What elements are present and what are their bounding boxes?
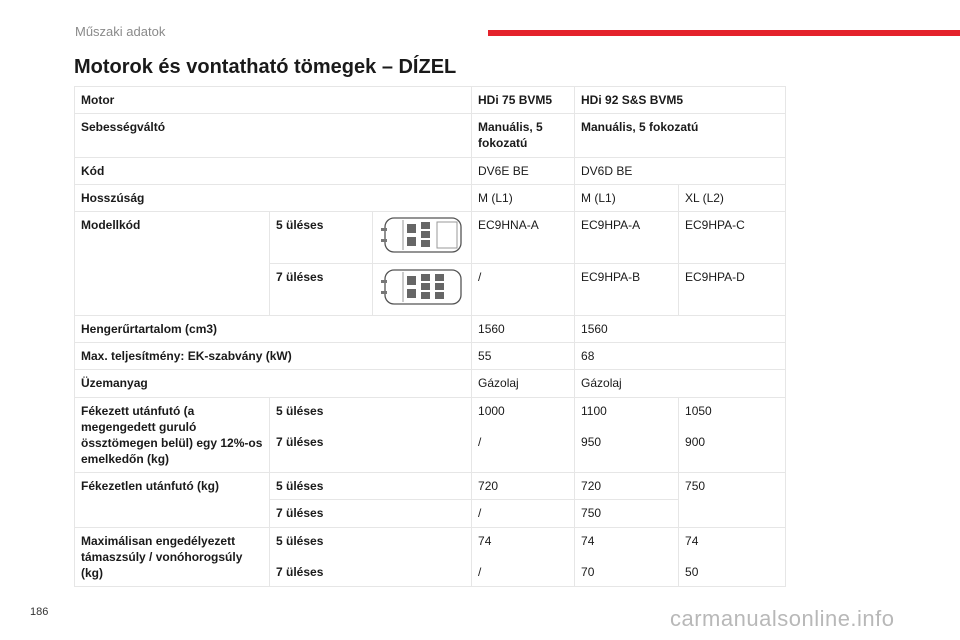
table-cell: EC9HPA-A [575, 211, 679, 263]
watermark: carmanualsonline.info [670, 606, 895, 631]
row-label: Maximálisan engedélyezett támaszsúly / vonóhorogsúly (kg) [75, 527, 270, 587]
table-cell: 70 [575, 559, 679, 587]
row-label: Motor [75, 87, 472, 114]
table-cell: / [472, 263, 575, 315]
table-row [75, 397, 786, 429]
table-cell: 1100 [575, 397, 679, 429]
table-row [75, 114, 786, 157]
table-cell: HDi 75 BVM5 [472, 87, 575, 114]
section-label: Műszaki adatok [75, 24, 166, 39]
seat-label: 5 üléses [270, 211, 373, 263]
table-row [75, 343, 786, 370]
row-label: Üzemanyag [75, 370, 472, 397]
van-7-seat-icon [373, 263, 472, 315]
table-row [75, 157, 786, 184]
row-label: Modellkód [75, 211, 270, 315]
table-cell: Manuális, 5 fokozatú [575, 114, 786, 157]
table-row [75, 473, 786, 500]
table-cell: 1000 [472, 397, 575, 429]
table-cell: 720 [472, 473, 575, 500]
table-cell: / [472, 429, 575, 473]
seat-label: 7 üléses [270, 559, 472, 587]
table-cell: 1560 [575, 315, 786, 342]
table-cell: Gázolaj [575, 370, 786, 397]
table-cell: Manuális, 5 fokozatú [472, 114, 575, 157]
seat-label: 5 üléses [270, 473, 472, 500]
table-cell: 1050 [679, 397, 786, 429]
table-cell: M (L1) [575, 184, 679, 211]
table-row [75, 184, 786, 211]
table-cell: 1560 [472, 315, 575, 342]
section-accent-bar [488, 30, 960, 36]
table-cell: 74 [679, 527, 786, 559]
row-label: Hengerűrtartalom (cm3) [75, 315, 472, 342]
van-5-seat-icon [373, 211, 472, 263]
table-row [75, 527, 786, 559]
seat-label: 7 üléses [270, 429, 472, 473]
table-cell: EC9HPA-C [679, 211, 786, 263]
table-cell: 950 [575, 429, 679, 473]
row-label: Fékezett utánfutó (a megengedett guruló össztömegen belül) egy 12%-os emelkedőn (kg) [75, 397, 270, 473]
table-cell: DV6D BE [575, 157, 786, 184]
seat-label: 5 üléses [270, 397, 472, 429]
row-label: Sebességváltó [75, 114, 472, 157]
table-cell: DV6E BE [472, 157, 575, 184]
seat-label: 7 üléses [270, 500, 472, 527]
seat-label: 5 üléses [270, 527, 472, 559]
table-cell: EC9HPA-B [575, 263, 679, 315]
table-cell: HDi 92 S&S BVM5 [575, 87, 786, 114]
table-cell: 74 [575, 527, 679, 559]
table-cell: / [472, 559, 575, 587]
table-cell: 720 [575, 473, 679, 500]
table-cell: EC9HPA-D [679, 263, 786, 315]
table-cell: XL (L2) [679, 184, 786, 211]
page-number: 186 [30, 606, 49, 618]
row-label: Max. teljesítmény: EK-szabvány (kW) [75, 343, 472, 370]
spec-table [74, 86, 786, 587]
table-row [75, 315, 786, 342]
table-cell: 68 [575, 343, 786, 370]
table-row [75, 87, 786, 114]
van-5-seat-icon [377, 214, 469, 256]
table-cell: 900 [679, 429, 786, 473]
van-7-seat-icon [377, 266, 469, 308]
table-row [75, 370, 786, 397]
table-cell: 750 [575, 500, 679, 527]
table-cell: M (L1) [472, 184, 575, 211]
table-cell: 74 [472, 527, 575, 559]
table-row [75, 211, 786, 263]
page-title: Motorok és vontatható tömegek – DÍZEL [74, 56, 457, 78]
table-cell: 750 [679, 473, 786, 527]
row-label: Fékezetlen utánfutó (kg) [75, 473, 270, 527]
row-label: Hosszúság [75, 184, 472, 211]
table-cell: 55 [472, 343, 575, 370]
table-cell: Gázolaj [472, 370, 575, 397]
table-cell: 50 [679, 559, 786, 587]
row-label: Kód [75, 157, 472, 184]
seat-label: 7 üléses [270, 263, 373, 315]
table-cell: EC9HNA-A [472, 211, 575, 263]
table-cell: / [472, 500, 575, 527]
